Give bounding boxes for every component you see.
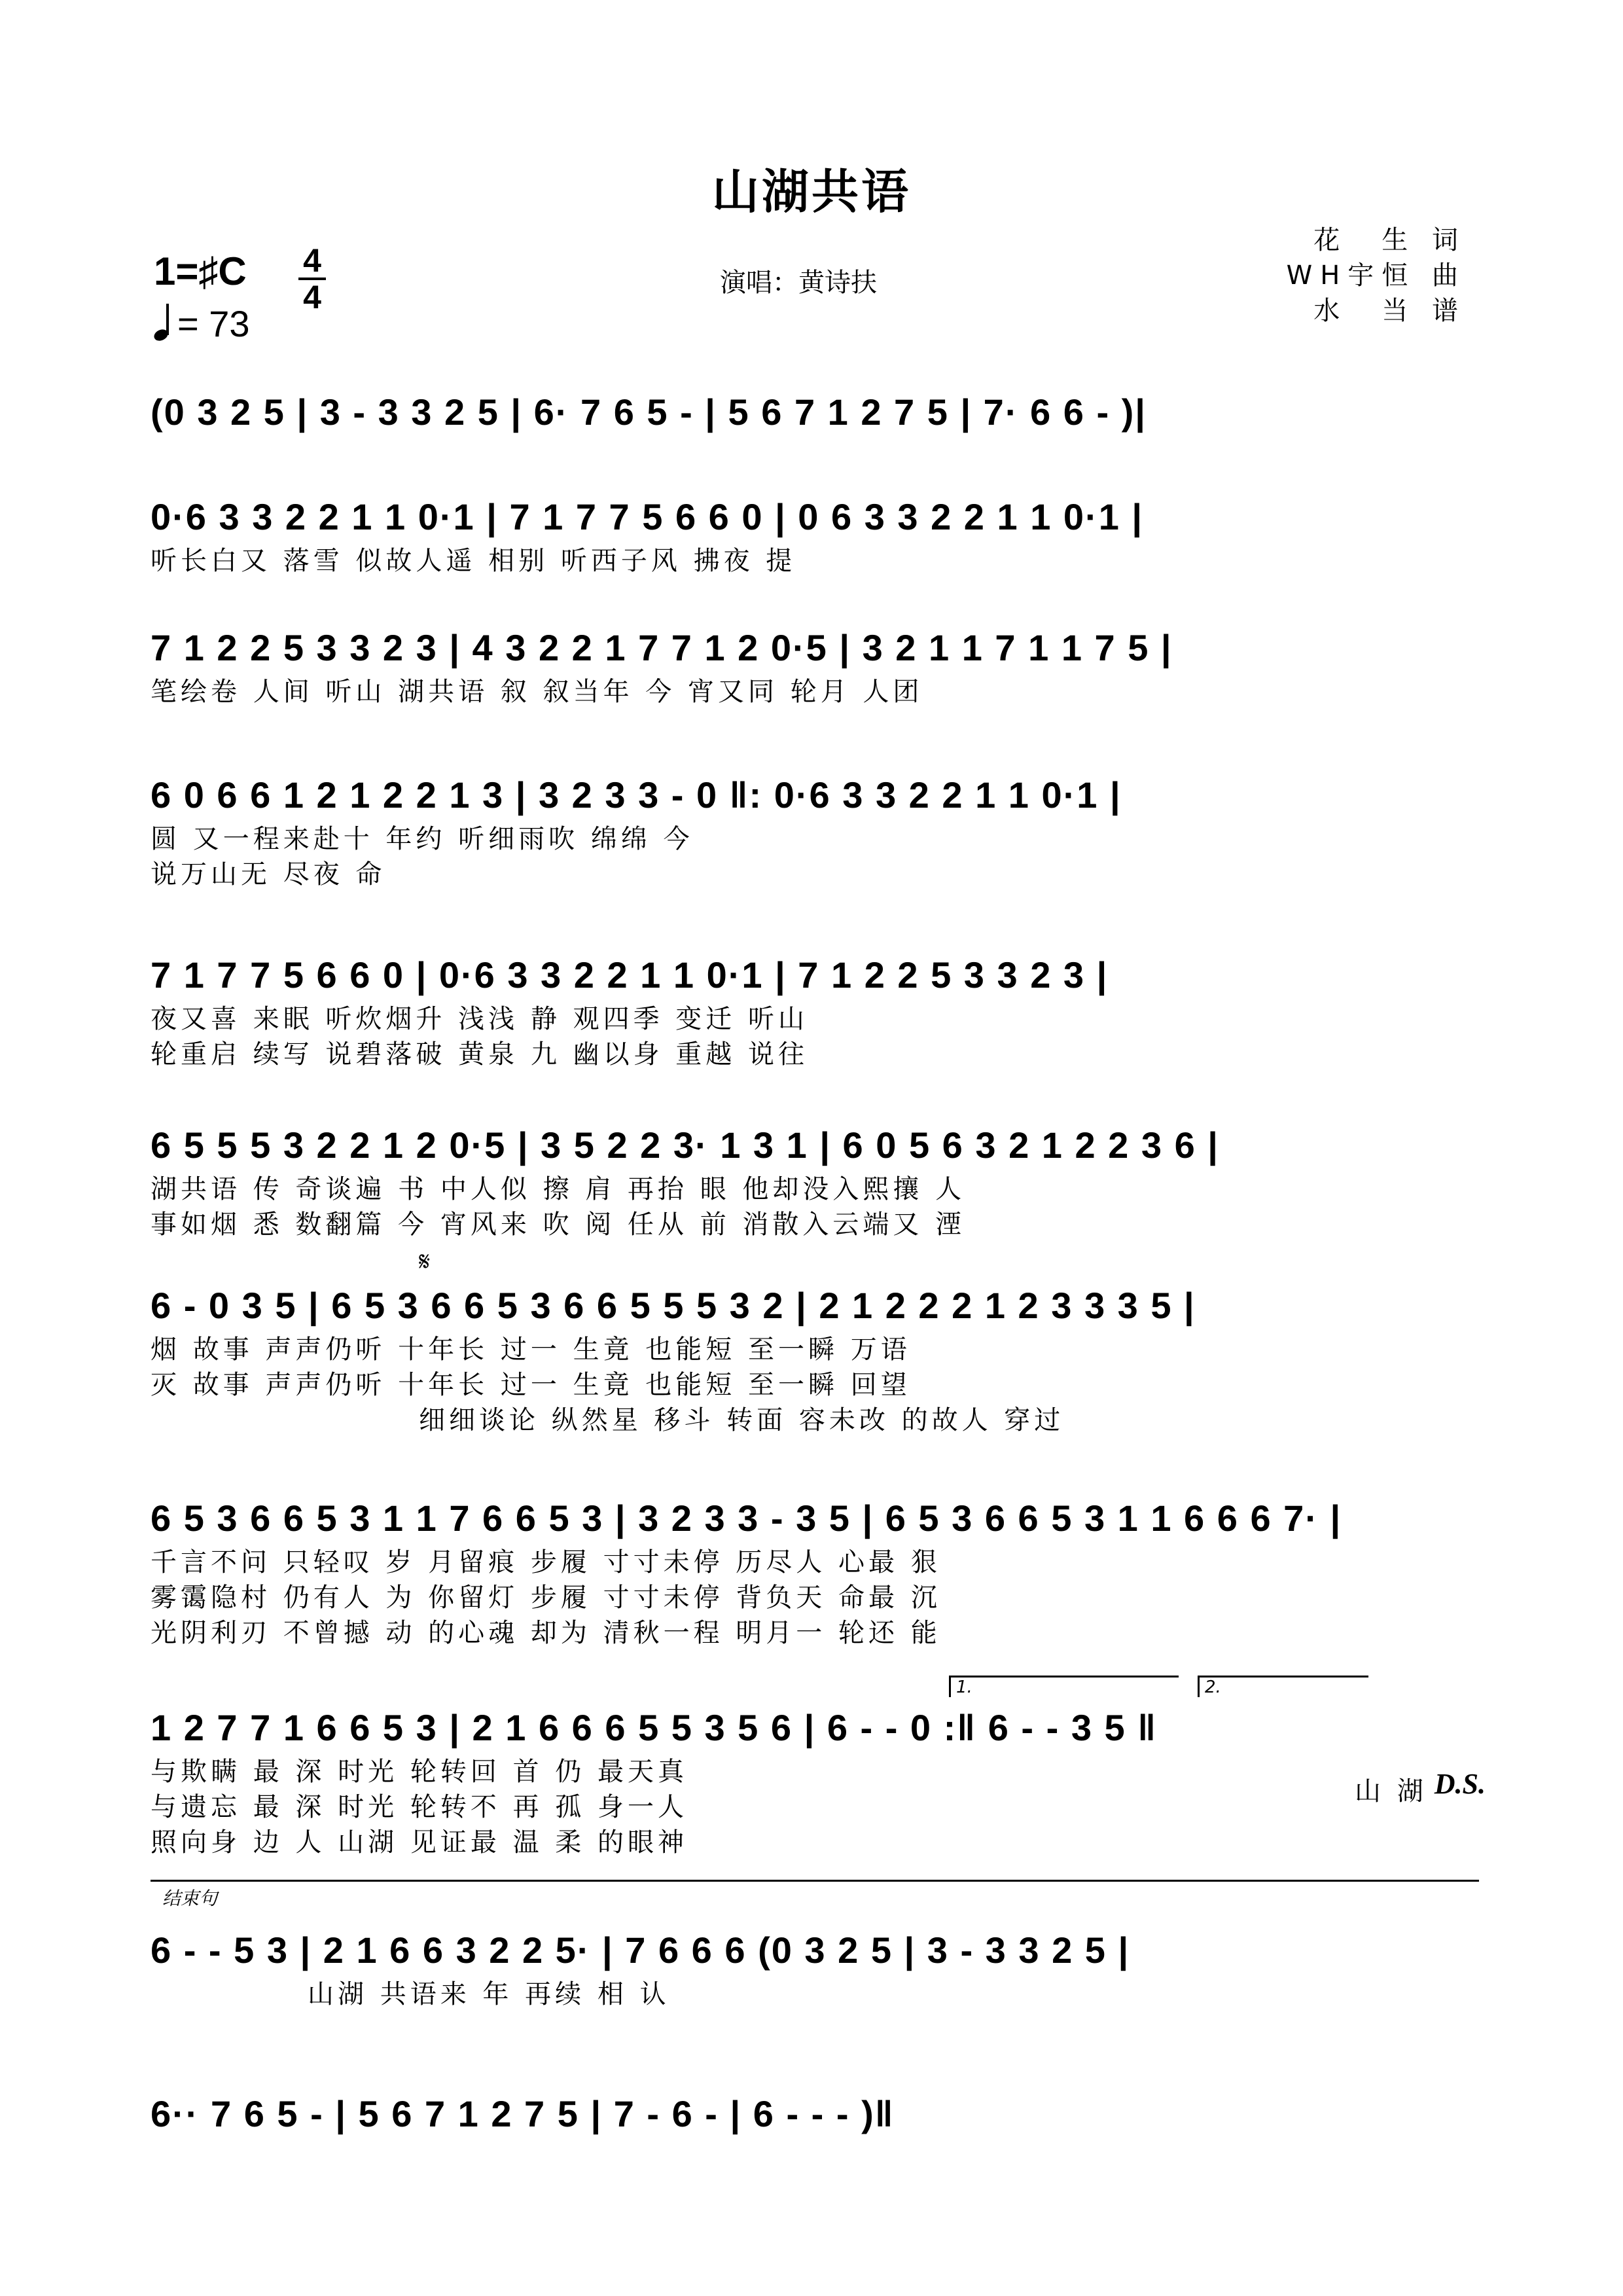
lyric-line: 山湖 共语来 年 再续 相 认 [308,1979,670,2009]
notation-line: 0·6 3 3 2 2 1 1 0·1 | 7 1 7 7 5 6 6 0 | 0 6 3 3 2 2 1 1 0·1 | [151,496,1144,537]
second-ending-lyric: 山 湖 [1355,1776,1427,1806]
lyric-line: 圆 又一程来赴十 年约 听细雨吹 绵绵 今 [151,824,694,854]
singer-credit: 演唱：黄诗扶 [720,268,877,298]
song-title: 山湖共语 [711,164,911,219]
second-ending-bracket: 2. [1198,1676,1368,1697]
dal-segno-marking: D.S. [1434,1768,1486,1800]
key-signature: 1=♯C [154,249,247,293]
notation-line: 1 2 7 7 1 6 6 5 3 | 2 1 6 6 6 5 5 3 5 6 | 6 - - 0 :‖ 6 - - 3 5 ‖ [151,1707,1158,1748]
notation-line: 6 0 6 6 1 2 1 2 2 1 3 | 3 2 3 3 - 0 ‖: 0·6 3 3 2 2 1 1 0·1 | [151,774,1122,816]
notation-line: (0 3 2 5 | 3 - 3 3 2 5 | 6· 7 6 5 - | 5 6 7 1 2 7 5 | 7· 6 6 - )| [151,391,1147,433]
first-ending-bracket: 1. [949,1676,1179,1697]
score-row [151,622,1486,709]
quarter-note-icon [154,304,173,340]
notation-line: 6 - - 5 3 | 2 1 6 6 3 2 2 5· | 7 6 6 6 (0 3 2 5 | 3 - 3 3 2 5 | [151,1929,1130,1971]
lyric-line: 灭 故事 声声仍听 十年长 过一 生竟 也能短 至一瞬 回望 [151,1370,911,1400]
score-row [151,949,1486,1072]
segno-icon: 𝄋 [419,1247,431,1277]
lyric-line: 夜又喜 来眠 听炊烟升 浅浅 静 观四季 变迁 听山 [151,1004,809,1034]
lyricist-credit: 花 生 词 [1313,225,1466,255]
lyric-line: 光阴利刃 不曾撼 动 的心魂 却为 清秋一程 明月一 轮还 能 [151,1618,941,1648]
lyric-line: 轮重启 续写 说碧落破 黄泉 九 幽以身 重越 说往 [151,1039,809,1069]
notation-line: 6 - 0 3 5 | 6 5 3 6 6 5 3 6 6 5 5 5 3 2 | 2 1 2 2 2 1 2 3 3 3 5 | [151,1285,1196,1326]
score-row [151,1924,1486,2012]
lyric-line: 雾霭隐村 仍有人 为 你留灯 步履 寸寸未停 背负天 命最 沉 [151,1583,941,1613]
notation-line: 7 1 7 7 5 6 6 0 | 0·6 3 3 2 2 1 1 0·1 | 7 1 2 2 5 3 3 2 3 | [151,954,1109,996]
lyric-line: 与欺瞒 最 深 时光 轮转回 首 仍 最天真 [151,1757,688,1787]
tempo-marking [154,302,250,345]
score-row [151,491,1486,579]
tempo-value: = 73 [177,303,250,344]
lyric-line: 细细谈论 纵然星 移斗 转面 容未改 的故人 穿过 [419,1405,1065,1435]
score-row [151,1247,1486,1438]
transcriber-credit: 水 当 谱 [1313,296,1466,326]
credits-block [1287,223,1466,329]
score-row [151,1119,1486,1242]
notation-line: 6·· 7 6 5 - | 5 6 7 1 2 7 5 | 7 - 6 - | 6 - - - )‖ [151,2093,895,2134]
score-row [151,2088,1486,2140]
section-label: 结束句 [162,1888,218,1909]
lyric-line: 湖共语 传 奇谈遍 书 中人似 擦 肩 再抬 眼 他却没入熙攘 人 [151,1174,966,1204]
lyric-line: 听长白又 落雪 似故人遥 相别 听西子风 拂夜 提 [151,546,796,576]
notation-line: 6 5 5 5 3 2 2 1 2 0·5 | 3 5 2 2 3· 1 3 1 | 6 0 5 6 3 2 1 2 2 3 6 | [151,1124,1219,1166]
score-row [151,1492,1486,1651]
lyric-line: 与遗忘 最 深 时光 轮转不 再 孤 身一人 [151,1792,688,1822]
lyric-line: 事如烟 悉 数翻篇 今 宵风来 吹 阅 任从 前 消散入云端又 湮 [151,1210,966,1240]
lyric-line: 烟 故事 声声仍听 十年长 过一 生竟 也能短 至一瞬 万语 [151,1335,911,1365]
notation-line: 6 5 3 6 6 5 3 1 1 7 6 6 5 3 | 3 2 3 3 - 3 5 | 6 5 3 6 6 5 3 1 1 6 6 6 7· | [151,1498,1342,1539]
time-signature-top: 4 [303,242,321,279]
composer-credit: WH宇恒 曲 [1286,260,1466,291]
lyric-line: 笔绘卷 人间 听山 湖共语 叙 叙当年 今 宵又同 轮月 人团 [151,677,923,707]
time-signature-bottom: 4 [303,279,321,315]
score-row [151,1677,1486,1860]
time-signature [296,243,329,314]
lyric-line: 照向身 边 人 山湖 见证最 温 柔 的眼神 [151,1827,688,1857]
lyric-line: 说万山无 尽夜 命 [151,859,386,889]
coda-section-bracket [151,1880,1479,1909]
lyric-line: 千言不问 只轻叹 岁 月留痕 步履 寸寸未停 历尽人 心最 狠 [151,1547,941,1577]
score-row [151,386,1486,439]
score-row [151,769,1486,892]
notation-line: 7 1 2 2 5 3 3 2 3 | 4 3 2 2 1 7 7 1 2 0·5 | 3 2 1 1 7 1 1 7 5 | [151,627,1173,668]
